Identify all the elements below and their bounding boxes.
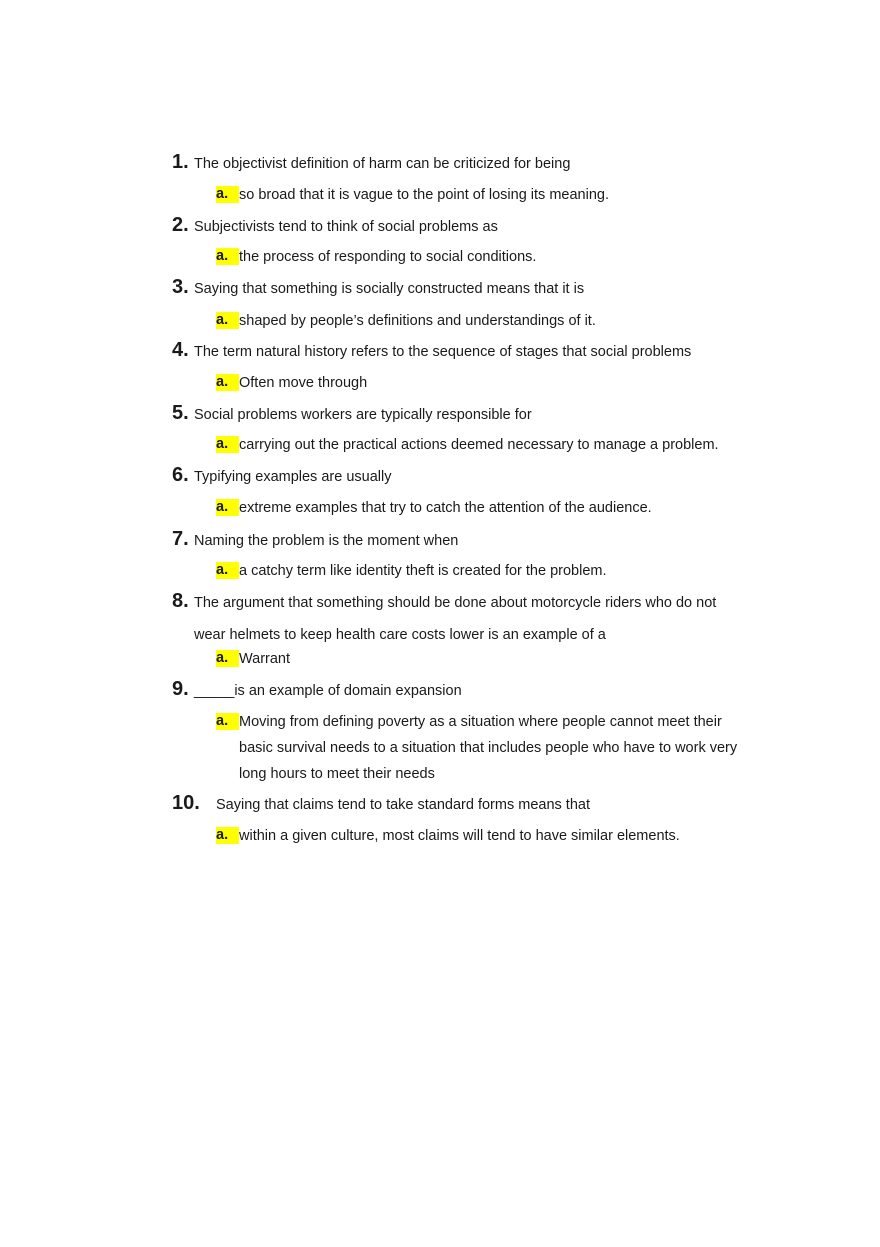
question-number: 7. <box>172 528 189 550</box>
answer-text <box>239 709 739 787</box>
answer-1 <box>216 182 776 208</box>
question-text: The argument that something should be done about motorcycle riders who do not <box>194 595 717 611</box>
question-number: 8. <box>172 590 189 612</box>
question-text: Typifying examples are usually <box>194 469 392 485</box>
answer-4 <box>216 370 776 396</box>
answer-marker: a. <box>216 436 239 453</box>
question-text: The term natural history refers to the sequence of stages that social problems <box>194 344 692 360</box>
answer-text: Warrant <box>239 651 291 667</box>
answer-text: the process of responding to social conditions. <box>239 249 537 265</box>
answer-line: Moving from defining poverty as a situation where people cannot meet their <box>239 714 722 730</box>
answer-6 <box>216 495 776 521</box>
answer-marker: a. <box>216 312 239 329</box>
question-3 <box>172 277 772 299</box>
question-text-continued: wear helmets to keep health care costs lower is an example of a <box>194 627 606 643</box>
question-text: Social problems workers are typically responsible for <box>194 407 532 423</box>
question-1 <box>172 152 772 174</box>
question-6 <box>172 465 772 487</box>
answer-marker: a. <box>216 186 239 203</box>
question-text: _____is an example of domain expansion <box>194 683 462 699</box>
answer-text: so broad that it is vague to the point of losing its meaning. <box>239 187 609 203</box>
answer-marker: a. <box>216 713 239 730</box>
answer-10 <box>216 823 776 849</box>
answer-5 <box>216 432 776 458</box>
question-text: Saying that something is socially constructed means that it is <box>194 281 585 297</box>
question-10 <box>172 793 772 815</box>
question-5 <box>172 403 772 425</box>
question-number: 5. <box>172 402 189 424</box>
answer-8 <box>216 646 776 672</box>
question-number: 6. <box>172 464 189 486</box>
answer-marker: a. <box>216 248 239 265</box>
answer-9 <box>216 709 776 787</box>
question-number: 3. <box>172 276 189 298</box>
answer-7 <box>216 558 776 584</box>
question-2 <box>172 215 772 237</box>
question-9 <box>172 679 772 701</box>
question-number: 10. <box>172 792 200 814</box>
question-number: 9. <box>172 678 189 700</box>
question-4 <box>172 340 772 362</box>
answer-3 <box>216 308 776 334</box>
question-text: Naming the problem is the moment when <box>194 533 459 549</box>
answer-2 <box>216 244 776 270</box>
answer-marker: a. <box>216 374 239 391</box>
question-text: Saying that claims tend to take standard forms means that <box>216 797 590 813</box>
answer-text: within a given culture, most claims will tend to have similar elements. <box>239 828 680 844</box>
answer-text: Often move through <box>239 375 368 391</box>
question-8 <box>172 591 772 645</box>
answer-text: carrying out the practical actions deemed necessary to manage a problem. <box>239 437 719 453</box>
answer-line: basic survival needs to a situation that includes people who have to work very <box>239 740 738 756</box>
answer-text: extreme examples that try to catch the attention of the audience. <box>239 500 652 516</box>
answer-marker: a. <box>216 650 239 667</box>
answer-marker: a. <box>216 562 239 579</box>
answer-marker: a. <box>216 827 239 844</box>
question-number: 1. <box>172 151 189 173</box>
question-text: The objectivist definition of harm can be criticized for being <box>194 156 571 172</box>
answer-marker: a. <box>216 499 239 516</box>
answer-text: a catchy term like identity theft is created for the problem. <box>239 563 607 579</box>
question-number: 4. <box>172 339 189 361</box>
answer-text: shaped by people’s definitions and understandings of it. <box>239 313 596 329</box>
question-7 <box>172 529 772 551</box>
question-number: 2. <box>172 214 189 236</box>
question-text: Subjectivists tend to think of social problems as <box>194 219 498 235</box>
answer-line: long hours to meet their needs <box>239 766 435 782</box>
